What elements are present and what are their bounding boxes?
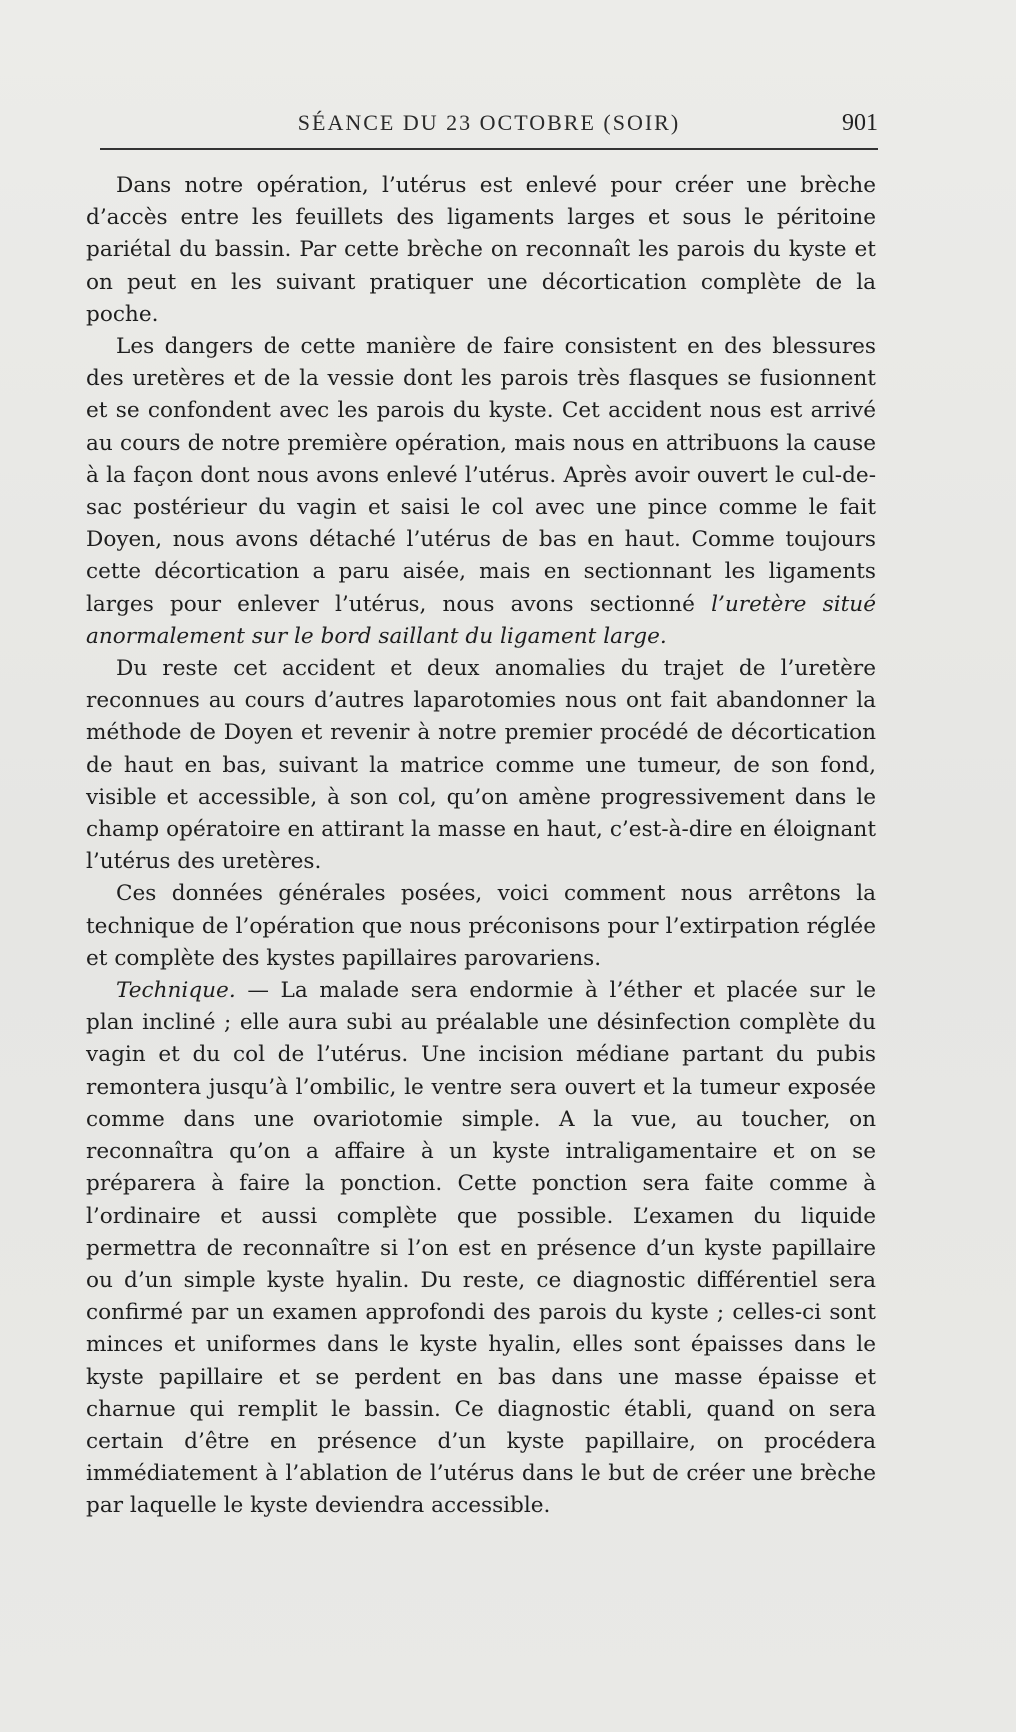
- paragraph-5: [86, 975, 876, 1522]
- paragraph-5-text: — La malade sera endormie à l’éther et placée sur le plan incliné ; elle aura subi au préalable une désinfection complète du vagin et du col de l’utérus. Une incision médiane partant du pubis remontera jusqu’à l’ombilic, le ventre sera ouvert et la tumeur exposée comme dans une ovariotomie simple. A la vue, au toucher, on reconnaîtra qu’on a affaire à un kyste intraligamentaire et on se préparera à faire la ponction. Cette ponction sera faite comme à l’ordinaire et aussi complète que possible. L’examen du liquide permettra de reconnaître si l’on est en présence d’un kyste papillaire ou d’un simple kyste hyalin. Du reste, ce diagnostic différentiel sera confirmé par un examen approfondi des parois du kyste ; celles-ci sont minces et uniformes dans le kyste hyalin, elles sont épaisses dans le kyste papillaire et se perdent en bas dans une masse épaisse et charnue qui remplit le bassin. Ce diagnostic établi, quand on sera certain d’être en présence d’un kyste papillaire, on procédera immédiatement à l’ablation de l’utérus dans le but de créer une brèche par laquelle le kyste deviendra accessible.: [86, 978, 876, 1519]
- paragraph-2-italic: l’uretère situé anormalement sur le bord saillant du ligament large.: [86, 591, 876, 649]
- header-rule: [100, 148, 878, 150]
- paragraph-2-text: Les dangers de cette manière de faire consistent en des blessures des uretères et de la vessie dont les parois très flasques se fusionnent et se confondent avec les parois du kyste. Cet accident nous est arrivé au cours de notre première opération, mais nous en attribuons la cause à la façon dont nous avons enlevé l’utérus. Après avoir ouvert le cul-de-sac postérieur du vagin et saisi le col avec une pince comme le fait Doyen, nous avons détaché l’utérus de bas en haut. Comme toujours cette décortication a paru aisée, mais en sectionnant les ligaments larges pour enlever l’utérus, nous avons sectionné: [86, 334, 876, 617]
- running-title: SÉANCE DU 23 OCTOBRE (SOIR): [297, 110, 681, 135]
- paragraph-2: [86, 331, 876, 653]
- paragraph-4: Ces données générales posées, voici comment nous arrêtons la technique de l’opération que nous préconisons pour l’extirpation réglée et complète des kystes papillaires parovariens.: [86, 881, 876, 971]
- paragraph-3: Du reste cet accident et deux anomalies du trajet de l’uretère reconnues au cours d’autres laparotomies nous ont fait abandonner la méthode de Doyen et revenir à notre premier procédé de décortication de haut en bas, suivant la matrice comme une tumeur, de son fond, visible et accessible, à son col, qu’on amène progressivement dans le champ opératoire en attirant la masse en haut, c’est-à-dire en éloignant l’utérus des uretères.: [86, 656, 876, 875]
- body-text: [86, 170, 876, 1523]
- page-number: 901: [842, 110, 878, 136]
- paragraph-1: Dans notre opération, l’utérus est enlevé pour créer une brèche d’accès entre les feuillets des ligaments larges et sous le péritoine pariétal du bassin. Par cette brèche on reconnaît les parois du kyste et on peut en les suivant pratiquer une décortication complète de la poche.: [86, 173, 876, 327]
- technique-label: Technique.: [116, 978, 236, 1004]
- running-head: [100, 110, 878, 142]
